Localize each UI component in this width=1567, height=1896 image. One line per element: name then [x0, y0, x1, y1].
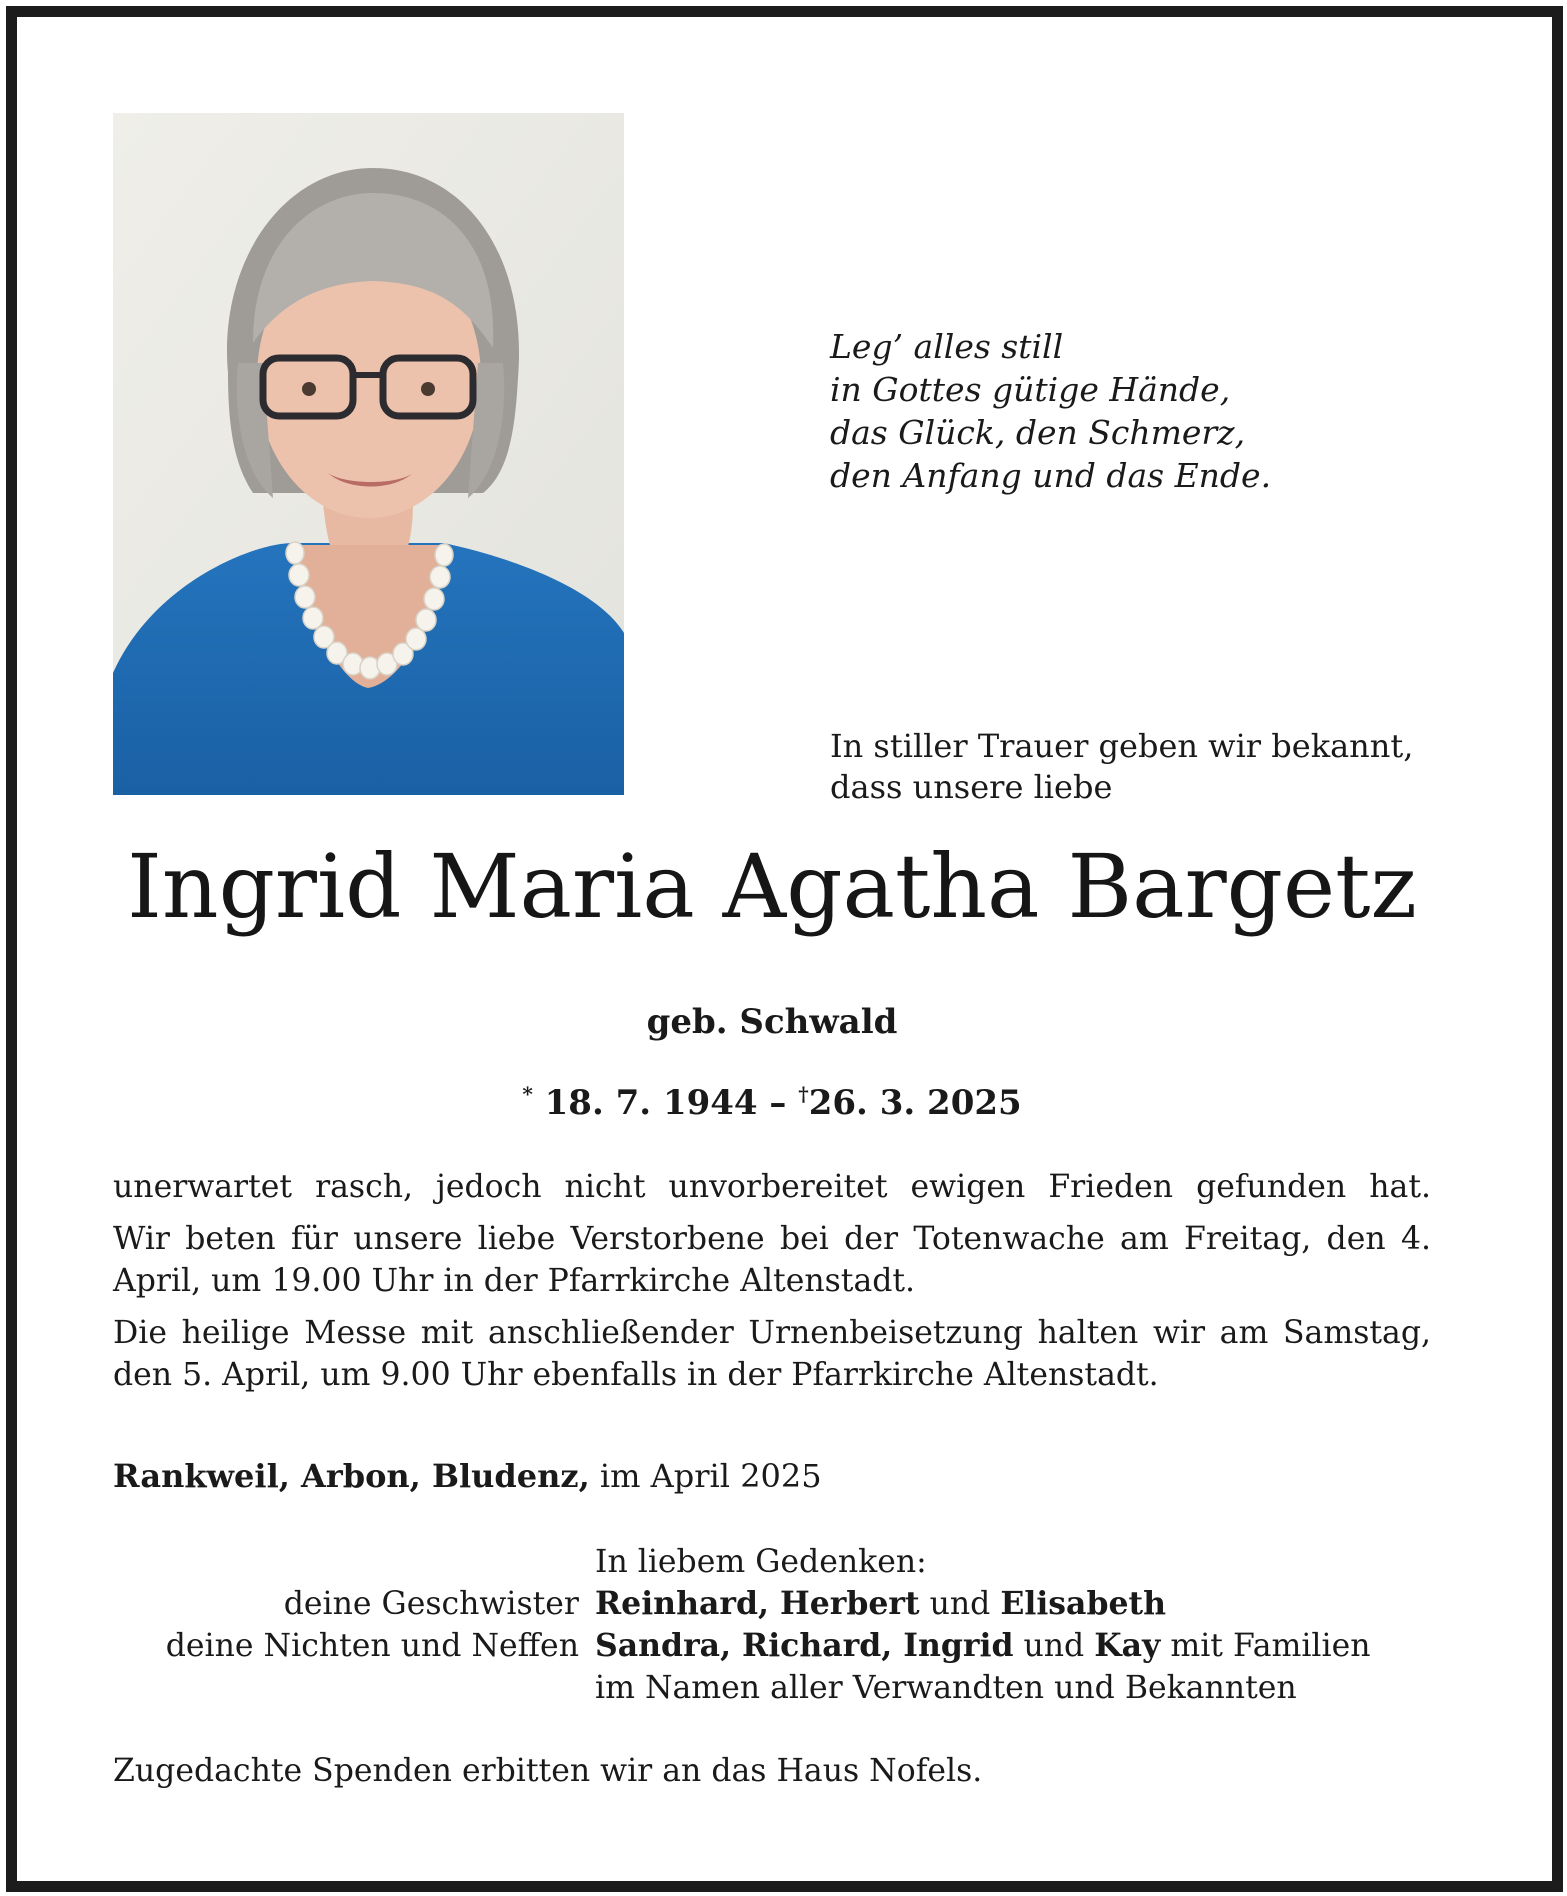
nieces-last: Kay [1094, 1627, 1161, 1664]
nieces-suffix: mit Familien [1170, 1628, 1371, 1664]
announcement-intro [830, 726, 1450, 808]
death-symbol: † [798, 1082, 809, 1106]
mourner-relations [113, 1583, 579, 1667]
verse-line: den Anfang und das Ende. [830, 456, 1272, 495]
donation-note: Zugedachte Spenden erbitten wir an das Haus Nofels. [113, 1753, 983, 1789]
body-paragraph: Wir beten für unsere liebe Verstorbene bei der Totenwache am Freitag, den 4. April, um 19.00 Uhr in der Pfarrkirche Altenstadt. [113, 1221, 1431, 1299]
place-towns: Rankweil, Arbon, Bludenz, [113, 1457, 590, 1495]
mourners-closing: im Namen aller Verwandten und Bekannten [595, 1670, 1297, 1706]
verse-line: Leg’ alles still [830, 327, 1064, 366]
portrait-illustration [113, 113, 624, 795]
memorial-verse [830, 325, 1430, 497]
portrait-photo [113, 113, 624, 795]
death-date: 26. 3. 2025 [808, 1083, 1022, 1123]
siblings-names [595, 1583, 1475, 1625]
verse-line: das Glück, den Schmerz, [830, 413, 1246, 452]
mourners-heading: In liebem Gedenken: [595, 1544, 927, 1580]
body-paragraph: Die heilige Messe mit anschließender Urnenbeisetzung halten wir am Samstag, den 5. April, um 9.00 Uhr ebenfalls in der Pfarrkirche Altenstadt. [113, 1315, 1431, 1393]
siblings-conj: und [929, 1586, 991, 1622]
deceased-name: Ingrid Maria Agatha Bargetz [127, 835, 1417, 938]
date-separator: – [769, 1083, 787, 1123]
siblings-last: Elisabeth [1000, 1585, 1166, 1622]
maiden-name: geb. Schwald [646, 1002, 898, 1042]
nieces-label: deine Nichten und Neffen [165, 1628, 579, 1664]
mourner-names [595, 1541, 1475, 1709]
nieces-conj: und [1023, 1628, 1085, 1664]
birth-date: 18. 7. 1944 [544, 1083, 758, 1123]
notice-body [113, 1166, 1431, 1406]
siblings-label: deine Geschwister [283, 1586, 579, 1622]
body-paragraph: unerwartet rasch, jedoch nicht unvorbereitet ewigen Frieden gefunden hat. [113, 1169, 1431, 1205]
intro-line: dass unsere liebe [830, 768, 1113, 806]
life-dates [113, 1072, 1431, 1125]
nieces-names [595, 1625, 1475, 1667]
place-date: im April 2025 [599, 1457, 822, 1495]
intro-line: In stiller Trauer geben wir bekannt, [830, 727, 1414, 765]
birth-symbol: * [522, 1082, 533, 1106]
siblings-names-bold: Reinhard, Herbert [595, 1585, 920, 1622]
nieces-names-bold: Sandra, Richard, Ingrid [595, 1627, 1014, 1664]
verse-line: in Gottes gütige Hände, [830, 370, 1231, 409]
place-and-date [113, 1455, 1113, 1497]
